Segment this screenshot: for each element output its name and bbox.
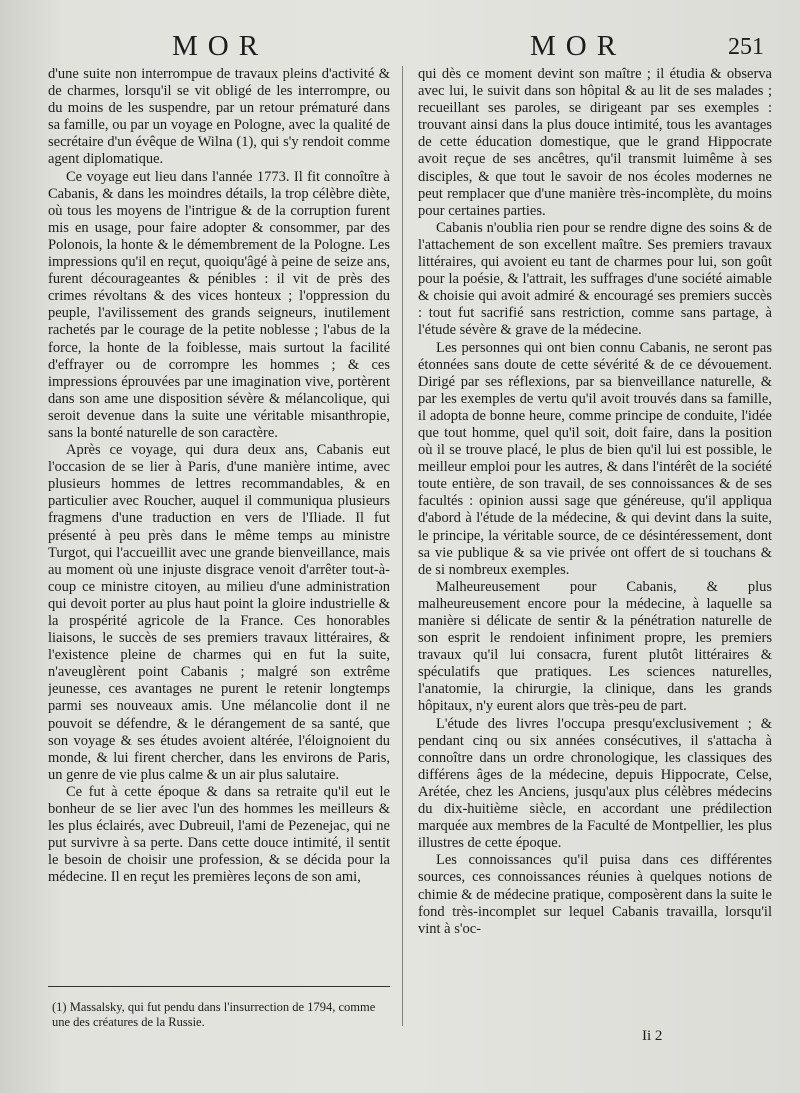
paragraph: Ce voyage eut lieu dans l'année 1773. Il fit connoître à Cabanis, & dans les moindres détails, la trop célèbre diète, où tous les moyens de l'intrigue & de la corruption furent mis en usage, pour faire adopter & consommer, par des Polonois, la honte & le démembrement de la Pologne. Les impressions qu'il en reçut, quoiqu'âgé à peine de seize ans, furent décourageantes & pénibles : il vit de près des crimes révoltans & des vices honteux ; l'oppression du peuple, l'avilissement des grands seigneurs, inutilement rachetés par le courage de la petite noblesse ; l'abus de la force, la honte de la foiblesse, mais surtout la facilité d'effrayer ou de corrompre les hommes ; & ces impressions éprouvées par une imagination vive, portèrent dans son ame une disposition sévère & mélancolique, qui seroit devenue dans la suite une véritable misanthropie, sans la bonté naturelle de son caractère. [48, 168, 390, 441]
left-column [48, 66, 390, 976]
running-head-left-title: MOR [172, 30, 269, 62]
paragraph: Malheureusement pour Cabanis, & plus malheureusement encore pour la médecine, à laquelle sa manière si délicate de sentir & la pénétration naturelle de son esprit le rendoient infiniment propre, les premiers travaux qu'il lui consacra, furent plutôt littéraires & spéculatifs que pratiques. Les sciences naturelles, l'anatomie, la chirurgie, la clinique, dans les grands hôpitaux, n'y eurent alors que très-peu de part. [418, 578, 772, 715]
paragraph: L'étude des livres l'occupa presqu'exclusivement ; & pendant cinq ou six années consécutives, il s'attacha à connoître dans un ordre chronologique, les classiques des différens âges de la médecine, depuis Hippocrate, Celse, Arétée, chez les Anciens, jusqu'aux plus célèbres médecins du dix-huitième siècle, en accordant une prédilection marquée aux membres de la Faculté de Montpellier, les plus illustres de cette époque. [418, 715, 772, 852]
footnote-rule [48, 986, 390, 987]
paragraph: Cabanis n'oublia rien pour se rendre digne des soins & de l'attachement de son excellent maître. Ses premiers travaux littéraires, qui avoient eu tant de charmes pour lui, son goût pour la poésie, & l'attrait, les suffrages d'une société aimable & choisie qui avoit admiré & encouragé ses premiers succès : tout fut sacrifié sans restriction, comme sans partage, à l'étude sévère & grave de la médecine. [418, 219, 772, 339]
paragraph: qui dès ce moment devint son maître ; il étudia & observa avec lui, le suivit dans son hôpital & au lit de ses malades ; recueillant ses paroles, se dirigeant par ses exemples : trouvant ainsi dans la plus douce intimité, tous les avantages de cette éducation domestique, que le grand Hippocrate avoit reçue de ses ancêtres, qu'il transmit luimême à ses disciples, & que tout le savoir de nos écoles modernes ne peut remplacer que d'une manière très-incomplète, du moins pour certaines parties. [418, 66, 772, 219]
running-head [0, 30, 800, 66]
column-divider [402, 66, 403, 1026]
signature-mark: Ii 2 [642, 1028, 663, 1044]
paragraph: d'une suite non interrompue de travaux pleins d'activité & de charmes, lorsqu'il se vit obligé de les interrompre, ou du moins de les suspendre, par un retour prématuré dans sa famille, ou par un voyage en Pologne, avec la qualité de secrétaire d'un évêque de Wilna (1), qui s'y rendoit comme agent diplomatique. [48, 66, 390, 168]
paragraph: Les personnes qui ont bien connu Cabanis, ne seront pas étonnées sans doute de cette sévérité & de ce dévouement. Dirigé par ses réflexions, par sa bienveillance naturelle, & par les exemples de vertu qu'il avoit trouvés dans sa famille, il adopta de bonne heure, comme principe de conduite, l'idée que tout homme, quel qu'il soit, doit faire, dans la position où il se trouve placé, le plus de bien qu'il lui est possible, le meilleur emploi pour les autres, & dans l'intérêt de la société toute entière, de son travail, de ses connoissances & de ses facultés : opinion aussi sage que généreuse, qu'il appliqua d'abord à l'étude de la médecine, & qui devint dans la suite, le principe, la véritable source, de ce désintéressement, dont sa vie publique & sa vie privée ont offert de si touchans & de si nombreux exemples. [418, 339, 772, 578]
paragraph: Après ce voyage, qui dura deux ans, Cabanis eut l'occasion de se lier à Paris, d'une manière intime, avec plusieurs hommes de lettres recommandables, & en particulier avec Roucher, auquel il communiqua plusieurs fragmens d'une traduction en vers de l'Iliade. Il fut présenté à peu près dans le même temps au ministre Turgot, qui l'accueillit avec une grande bienveillance, mais au moment où une injuste disgrace venoit d'arrêter tout-à-coup ce ministre citoyen, au milieu d'une administration qui devoit porter au plus haut point la gloire industrielle & la prospérité agricole de la France. Ces honorables liaisons, le succès de ses premiers travaux littéraires, & l'existence pleine de charmes qui en fut la suite, n'aveuglèrent point Cabanis ; malgré son extrême jeunesse, ces avantages ne purent le retenir longtemps parmi ses nouveaux amis. Une mélancolie dont il ne pouvoit se défendre, & le dérangement de sa santé, que son voyage & ses études avoient altérée, l'éloignoient du monde, & lui firent chercher, dans les environs de Paris, un genre de vie plus calme & un air plus salutaire. [48, 442, 390, 783]
paragraph: Les connoissances qu'il puisa dans ces différentes sources, ces connoissances réunies à quelques notions de chimie & de médecine pratique, composèrent dans la suite le fond très-incomplet sur lequel Cabanis travailla, lorsqu'il vint à s'oc- [418, 852, 772, 937]
footnote: (1) Massalsky, qui fut pendu dans l'insurrection de 1794, comme une des créatures de la Russie. [52, 1000, 376, 1029]
right-column [418, 66, 772, 1026]
paragraph: Ce fut à cette époque & dans sa retraite qu'il eut le bonheur de se lier avec l'un des hommes les meilleurs & les plus éclairés, avec Dubreuil, l'ami de Pezenejac, qui ne put survivre à sa perte. Dans cette douce intimité, il sentit le besoin de choisir une profession, & se décida pour la médecine. Il en reçut les premières leçons de son ami, [48, 783, 390, 886]
running-head-right-title: MOR [530, 30, 627, 62]
page-number: 251 [728, 34, 764, 60]
